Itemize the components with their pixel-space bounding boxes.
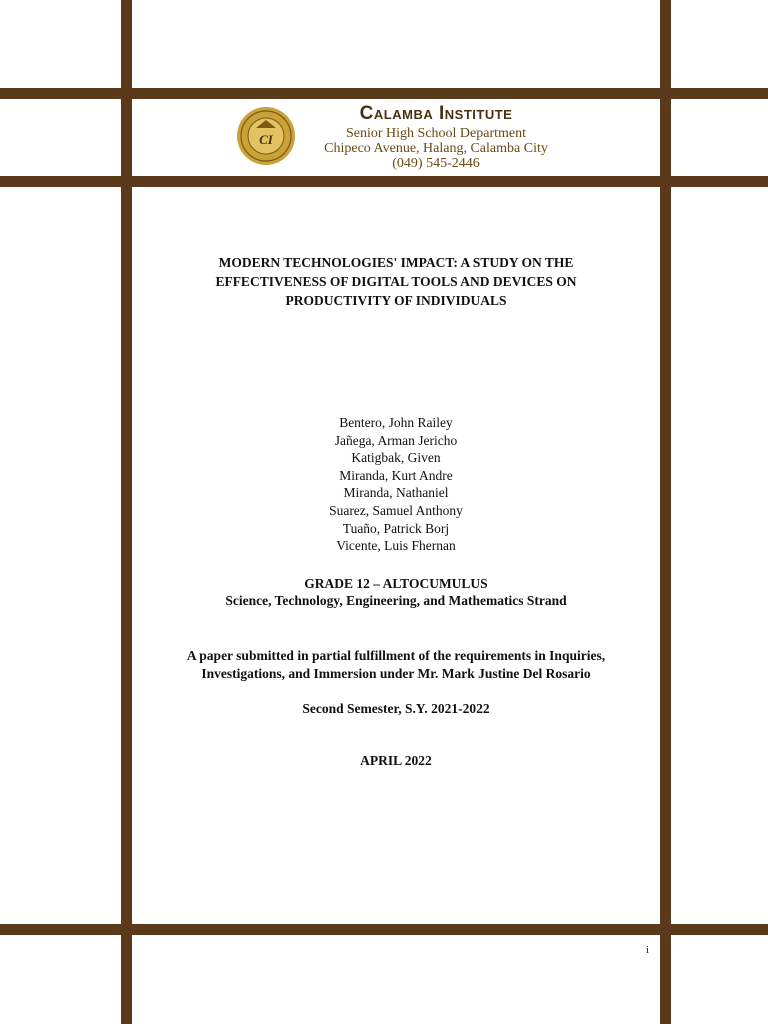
institution-department: Senior High School Department: [345, 126, 527, 141]
author-name: Miranda, Kurt Andre: [339, 467, 453, 483]
grade-section: [150, 575, 642, 609]
frame-bar-left: [121, 0, 132, 1024]
frame-bar-bottom: [0, 924, 768, 935]
frame-bar-right: [660, 0, 671, 1024]
frame-bar-header-bottom: [0, 176, 768, 187]
institution-address: Chipeco Avenue, Halang, Calamba City: [324, 141, 548, 156]
author-list: [150, 414, 642, 555]
submission-statement: [140, 647, 652, 683]
author-name: Suarez, Samuel Anthony: [329, 502, 463, 518]
grade-label: GRADE 12 – ALTOCUMULUS: [304, 576, 488, 591]
institution-header: [236, 104, 556, 172]
author-name: Miranda, Nathaniel: [343, 485, 449, 501]
submission-line: A paper submitted in partial fulfillment of the requirements in Inquiries,: [186, 648, 606, 663]
institution-text: [306, 104, 566, 171]
paper-title: [150, 253, 642, 310]
submission-line: Investigations, and Immersion under Mr. Mark Justine Del Rosario: [201, 666, 591, 681]
title-line: PRODUCTIVITY OF INDIVIDUALS: [285, 293, 507, 308]
date-label: APRIL 2022: [360, 753, 432, 768]
title-line: MODERN TECHNOLOGIES' IMPACT: A STUDY ON THE: [218, 255, 574, 270]
institution-phone: (049) 545-2446: [392, 156, 480, 171]
author-name: Vicente, Luis Fhernan: [336, 538, 456, 554]
calamba-institute-seal-icon: [236, 106, 296, 166]
page-number: i: [646, 944, 650, 956]
author-name: Katigbak, Given: [351, 450, 441, 466]
author-name: Bentero, John Railey: [339, 415, 453, 430]
seal-monogram: CI: [259, 132, 273, 147]
author-name: Jañega, Arman Jericho: [334, 432, 458, 448]
frame-bar-top: [0, 88, 768, 99]
semester-label: Second Semester, S.Y. 2021-2022: [302, 701, 490, 716]
institution-name: Calamba Institute: [359, 103, 513, 124]
title-line: EFFECTIVENESS OF DIGITAL TOOLS AND DEVICES ON: [215, 274, 577, 289]
strand-label: Science, Technology, Engineering, and Mathematics Strand: [225, 593, 567, 608]
author-name: Tuaño, Patrick Borj: [342, 520, 450, 536]
